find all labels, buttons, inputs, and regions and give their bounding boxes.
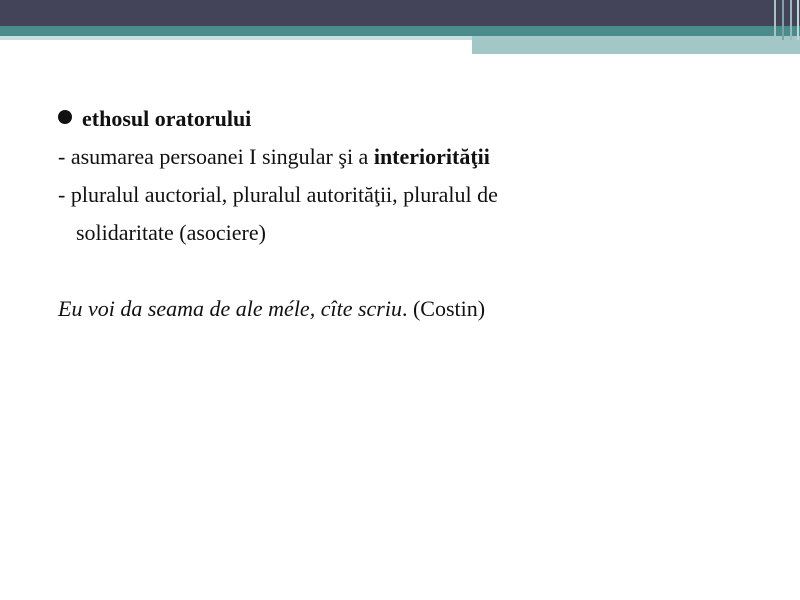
header-dark-band — [0, 0, 800, 26]
slide-body — [58, 100, 758, 328]
quote-source: . (Costin) — [401, 296, 486, 321]
list-item-text: - asumarea persoanei I singular şi a — [58, 144, 374, 169]
bullet-icon — [58, 110, 72, 124]
quote-line — [58, 290, 758, 328]
heading-text: ethosul oratorului — [82, 106, 252, 131]
quote-text: Eu voi da seama de ale méle, cîte scriu — [58, 296, 402, 321]
header-thin-band — [0, 36, 472, 40]
header-side-stripes — [774, 0, 800, 40]
list-item — [58, 176, 758, 214]
list-item-emphasis: interiorităţii — [373, 144, 490, 169]
header-teal-band — [0, 26, 800, 36]
list-item-text: - pluralul auctorial, pluralul autorităţii, pluralul de — [58, 182, 498, 207]
list-item — [58, 138, 758, 176]
list-item-text: solidaritate (asociere) — [76, 220, 266, 245]
header-light-band — [472, 36, 800, 54]
list-item-continuation — [58, 214, 758, 252]
spacer — [58, 252, 758, 290]
heading-line — [58, 100, 758, 138]
